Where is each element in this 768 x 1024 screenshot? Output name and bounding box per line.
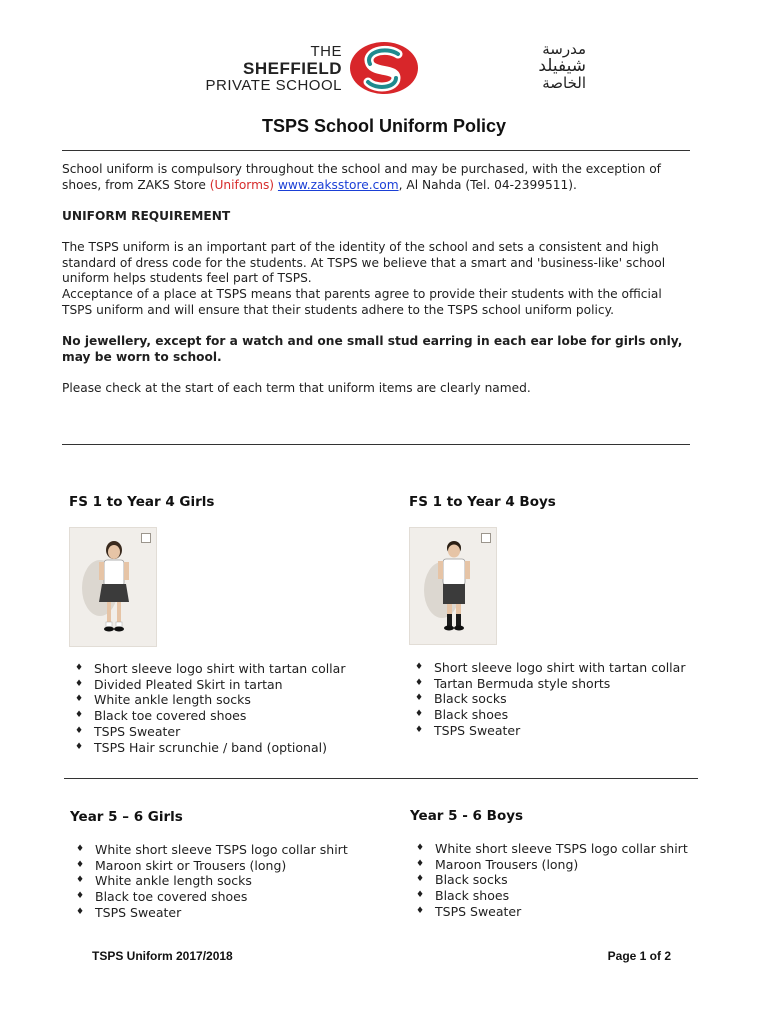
bullet-icon: ♦	[76, 859, 85, 870]
bullet-icon: ♦	[75, 741, 84, 752]
bullet-icon: ♦	[415, 693, 424, 704]
bullet-icon: ♦	[76, 891, 85, 902]
uniform-requirement-heading: UNIFORM REQUIREMENT	[62, 209, 231, 223]
logo-arabic-line-1: مدرسة	[542, 40, 586, 58]
bullet-icon: ♦	[415, 709, 424, 720]
bullet-icon: ♦	[416, 843, 425, 853]
boy-figure-icon	[410, 528, 496, 644]
fs-girls-item-list	[70, 661, 370, 755]
list-item: ♦ White ankle length socks	[76, 873, 252, 889]
fs-girls-heading: FS 1 to Year 4 Girls	[69, 494, 215, 510]
section-rule-1	[62, 444, 690, 445]
school-logo-english	[178, 44, 342, 93]
list-item: ♦ Black socks	[416, 872, 508, 888]
bullet-icon: ♦	[416, 905, 425, 916]
list-item: ♦ Tartan Bermuda style shorts	[415, 675, 611, 691]
logo-line-private-school: PRIVATE SCHOOL	[205, 77, 342, 94]
boys-uniform-illustration	[409, 527, 497, 645]
bullet-icon: ♦	[75, 710, 84, 721]
intro-address: , Al Nahda (Tel. 04-2399511).	[398, 177, 577, 192]
check-names-note: Please check at the start of each term that uniform items are clearly named.	[62, 381, 531, 395]
bullet-icon: ♦	[416, 890, 425, 901]
fs-boys-heading: FS 1 to Year 4 Boys	[409, 494, 556, 510]
logo-arabic-line-2: شيفيلد	[538, 55, 586, 76]
title-rule	[62, 150, 690, 151]
list-item: ♦ Black toe covered shoes	[76, 889, 248, 905]
list-item: ♦ Black shoes	[415, 707, 509, 723]
bullet-icon: ♦	[75, 725, 84, 736]
bullet-icon: ♦	[416, 858, 425, 869]
bullet-icon: ♦	[415, 724, 424, 735]
list-item: ♦ TSPS Sweater	[416, 903, 522, 919]
y5-boys-heading: Year 5 - 6 Boys	[410, 808, 524, 824]
uniforms-note: (Uniforms)	[209, 177, 275, 192]
bullet-icon: ♦	[75, 694, 84, 705]
intro-text: School uniform is compulsory throughout the school and may be purchased, with the exception of shoes, from ZAKS Store	[62, 162, 661, 192]
zaksstore-link[interactable]: www.zaksstore.com	[277, 177, 399, 192]
document-title: TSPS School Uniform Policy	[261, 116, 507, 136]
footer-document-name: TSPS Uniform 2017/2018	[92, 949, 233, 963]
list-item: ♦ Maroon skirt or Trousers (long)	[76, 857, 287, 873]
bullet-icon: ♦	[415, 662, 424, 672]
list-item: ♦ Short sleeve logo shirt with tartan collar	[415, 660, 686, 675]
list-item: ♦ Black socks	[415, 691, 507, 707]
logo-line-the: THE	[310, 43, 342, 60]
girls-uniform-illustration	[69, 527, 157, 647]
requirement-paragraph-2: Acceptance of a place at TSPS means that parents agree to provide their students with the official TSPS uniform and will ensure that their students adhere to the TSPS school uniform policy.	[62, 287, 662, 317]
list-item: ♦ Maroon Trousers (long)	[416, 856, 579, 872]
list-item: ♦ Black toe covered shoes	[75, 708, 247, 724]
jewellery-note: No jewellery, except for a watch and one small stud earring in each ear lobe for girls only, may be worn to school.	[62, 334, 683, 364]
logo-line-sheffield: SHEFFIELD	[243, 59, 342, 78]
list-item: ♦ TSPS Hair scrunchie / band (optional)	[75, 739, 327, 755]
y5-girls-item-list	[71, 842, 381, 921]
y5-boys-item-list	[411, 841, 731, 920]
list-item: ♦ TSPS Sweater	[76, 904, 182, 920]
bullet-icon: ♦	[76, 906, 85, 917]
section-rule-2	[64, 778, 698, 779]
y5-girls-heading: Year 5 – 6 Girls	[70, 809, 183, 825]
list-item: ♦ Black shoes	[416, 888, 510, 904]
list-item: ♦ Divided Pleated Skirt in tartan	[75, 676, 283, 692]
list-item: ♦ Short sleeve logo shirt with tartan collar	[75, 661, 346, 676]
footer-page-number: Page 1 of 2	[607, 949, 671, 963]
bullet-icon: ♦	[76, 844, 85, 854]
requirement-paragraph-1: The TSPS uniform is an important part of the identity of the school and sets a consistent and high standard of dress code for the students. At TSPS we believe that a smart and 'business-like' school uniform helps students feel part of TSPS.	[62, 240, 666, 285]
bullet-icon: ♦	[416, 874, 425, 885]
logo-arabic-line-3: الخاصة	[542, 73, 586, 92]
intro-paragraph	[62, 162, 690, 193]
list-item: ♦ TSPS Sweater	[415, 722, 521, 738]
fs-boys-item-list	[410, 660, 720, 739]
illustration-tag-icon	[141, 533, 151, 543]
school-logo-arabic	[424, 42, 586, 91]
illustration-tag-icon	[481, 533, 491, 543]
bullet-icon: ♦	[75, 663, 84, 673]
list-item: ♦ White short sleeve TSPS logo collar shirt	[416, 841, 688, 856]
school-emblem-icon	[346, 40, 422, 96]
list-item: ♦ White ankle length socks	[75, 692, 251, 708]
bullet-icon: ♦	[76, 875, 85, 886]
bullet-icon: ♦	[415, 677, 424, 688]
bullet-icon: ♦	[75, 678, 84, 689]
list-item: ♦ White short sleeve TSPS logo collar shirt	[76, 842, 348, 857]
list-item: ♦ TSPS Sweater	[75, 723, 181, 739]
girl-figure-icon	[70, 528, 156, 646]
